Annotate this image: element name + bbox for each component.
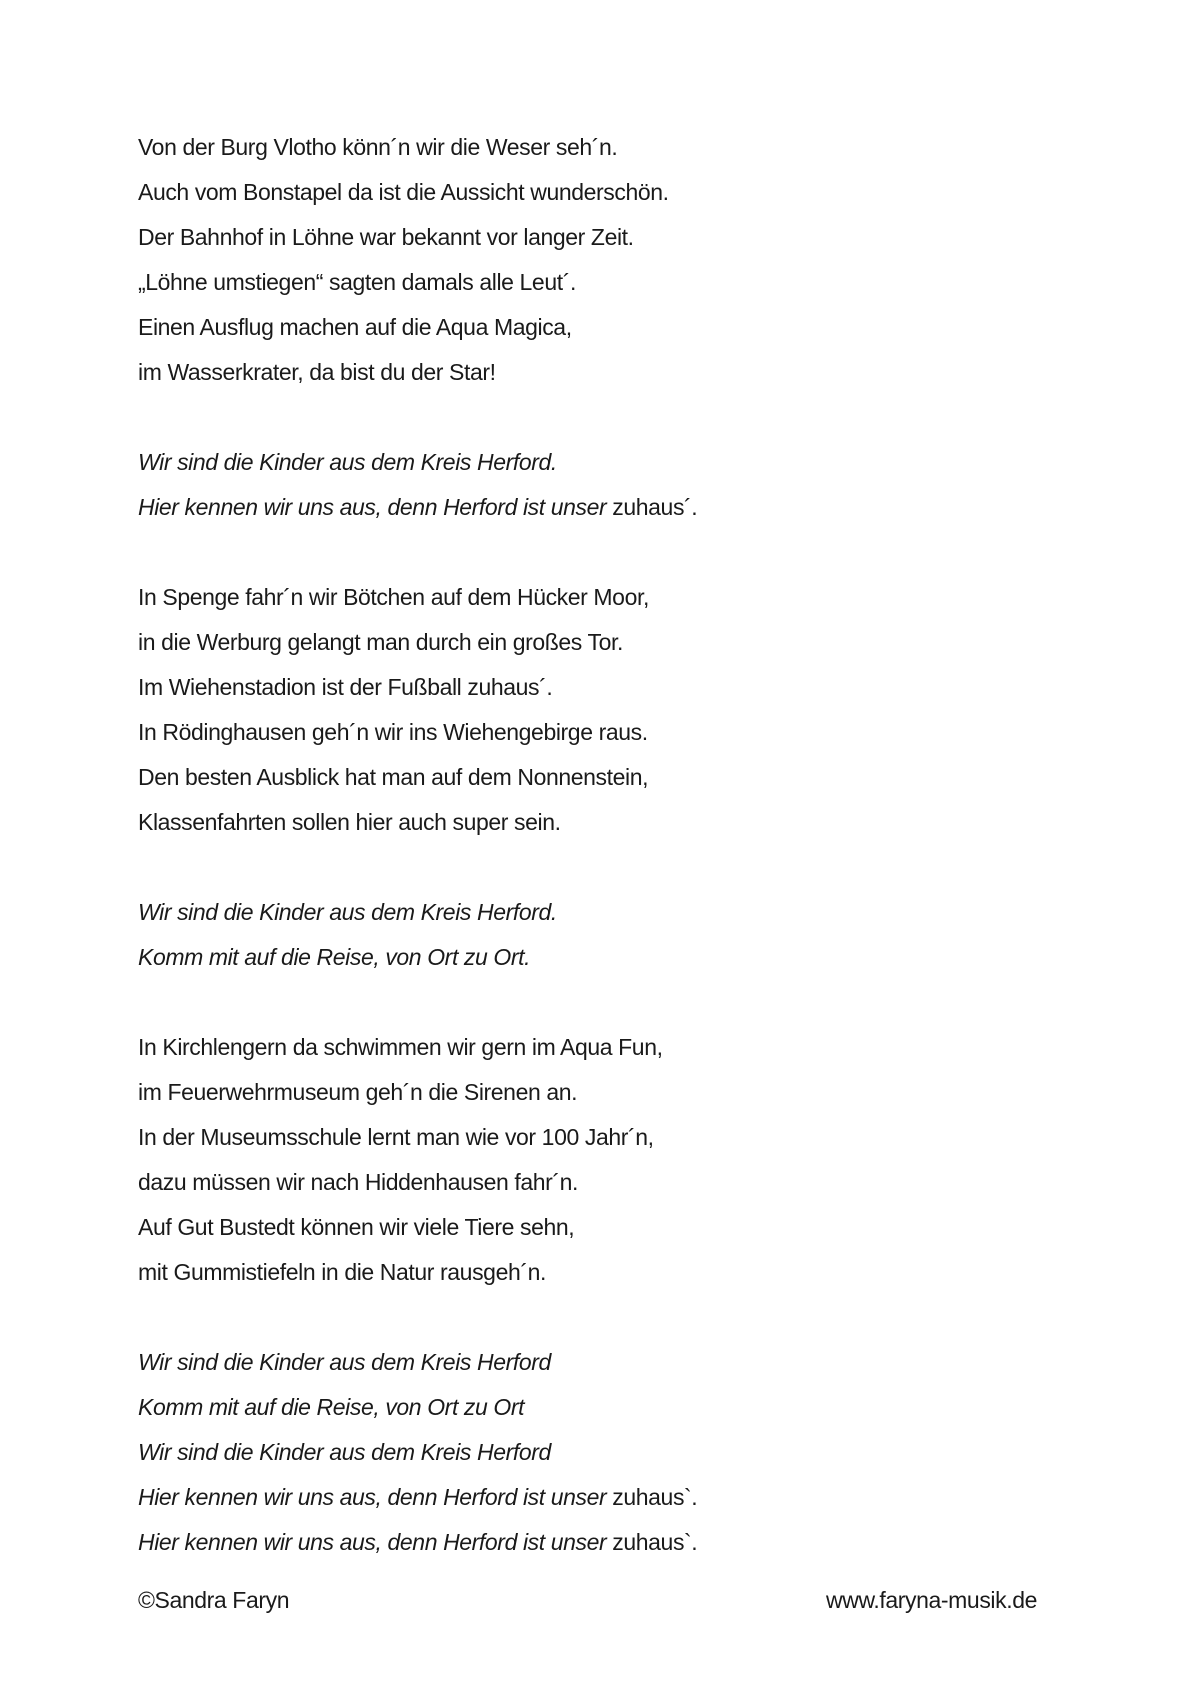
lyric-line <box>138 1205 1131 1250</box>
lyrics-body <box>138 125 1131 1565</box>
lyric-text: dazu müssen wir nach Hiddenhausen fahr´n. <box>138 1169 579 1195</box>
copyright-text: ©Sandra Faryn <box>138 1587 290 1613</box>
lyric-line <box>138 755 1131 800</box>
lyric-line <box>138 305 1131 350</box>
lyric-text: Klassenfahrten sollen hier auch super sein. <box>138 809 561 835</box>
lyric-text-italic: Wir sind die Kinder aus dem Kreis Herford. <box>138 449 557 475</box>
lyric-line <box>138 485 1131 530</box>
lyric-line <box>138 215 1131 260</box>
lyric-text: mit Gummistiefeln in die Natur rausgeh´n. <box>138 1259 546 1285</box>
lyric-text: Den besten Ausblick hat man auf dem Nonnenstein, <box>138 764 649 790</box>
page-footer <box>138 1578 1037 1623</box>
lyric-line <box>138 575 1131 620</box>
lyric-line <box>138 350 1131 395</box>
lyric-text-italic: Wir sind die Kinder aus dem Kreis Herford. <box>138 899 557 925</box>
lyric-text-italic: Hier kennen wir uns aus, denn Herford ist unser <box>138 1484 613 1510</box>
lyric-text: Im Wiehenstadion ist der Fußball zuhaus´. <box>138 674 553 700</box>
lyric-line <box>138 800 1131 845</box>
lyric-line <box>138 1340 1131 1385</box>
lyric-line <box>138 1025 1131 1070</box>
chorus-2 <box>138 890 1131 980</box>
website-link[interactable]: www.faryna-musik.de <box>826 1587 1037 1613</box>
lyric-text: Einen Ausflug machen auf die Aqua Magica, <box>138 314 572 340</box>
lyric-line <box>138 935 1131 980</box>
lyric-line <box>138 1070 1131 1115</box>
verse-1 <box>138 125 1131 395</box>
lyric-text-italic: Hier kennen wir uns aus, denn Herford ist unser <box>138 1529 613 1555</box>
lyric-line <box>138 1385 1131 1430</box>
lyric-line <box>138 125 1131 170</box>
lyric-text: Auf Gut Bustedt können wir viele Tiere sehn, <box>138 1214 575 1240</box>
lyric-line <box>138 1250 1131 1295</box>
lyric-text: zuhaus`. <box>612 1484 698 1510</box>
lyric-text: In der Museumsschule lernt man wie vor 100 Jahr´n, <box>138 1124 654 1150</box>
lyric-text: Auch vom Bonstapel da ist die Aussicht wunderschön. <box>138 179 669 205</box>
lyric-text-italic: Wir sind die Kinder aus dem Kreis Herford <box>138 1439 551 1465</box>
lyric-line <box>138 440 1131 485</box>
lyric-line <box>138 1160 1131 1205</box>
lyric-line <box>138 170 1131 215</box>
lyric-line <box>138 890 1131 935</box>
lyric-text: im Wasserkrater, da bist du der Star! <box>138 359 496 385</box>
lyric-line <box>138 1520 1131 1565</box>
lyric-text: zuhaus´. <box>612 494 698 520</box>
lyric-text: in die Werburg gelangt man durch ein großes Tor. <box>138 629 623 655</box>
lyric-line <box>138 1115 1131 1160</box>
lyric-text-italic: Hier kennen wir uns aus, denn Herford ist unser <box>138 494 613 520</box>
lyric-text: „Löhne umstiegen“ sagten damals alle Leut´. <box>138 269 576 295</box>
lyric-text: In Kirchlengern da schwimmen wir gern im Aqua Fun, <box>138 1034 663 1060</box>
lyric-text-italic: Komm mit auf die Reise, von Ort zu Ort. <box>138 944 531 970</box>
lyric-line <box>138 620 1131 665</box>
lyric-line <box>138 665 1131 710</box>
lyric-text-italic: Wir sind die Kinder aus dem Kreis Herford <box>138 1349 551 1375</box>
lyric-line <box>138 260 1131 305</box>
chorus-1 <box>138 440 1131 530</box>
lyric-line <box>138 1475 1131 1520</box>
chorus-final <box>138 1340 1131 1565</box>
lyric-text: Von der Burg Vlotho könn´n wir die Weser seh´n. <box>138 134 618 160</box>
lyric-text: In Rödinghausen geh´n wir ins Wiehengebirge raus. <box>138 719 648 745</box>
lyric-line <box>138 710 1131 755</box>
lyric-text: In Spenge fahr´n wir Bötchen auf dem Hücker Moor, <box>138 584 649 610</box>
verse-2 <box>138 575 1131 845</box>
lyric-text-italic: Komm mit auf die Reise, von Ort zu Ort <box>138 1394 525 1420</box>
lyric-line <box>138 1430 1131 1475</box>
verse-3 <box>138 1025 1131 1295</box>
lyric-text: im Feuerwehrmuseum geh´n die Sirenen an. <box>138 1079 578 1105</box>
lyric-text: zuhaus`. <box>612 1529 698 1555</box>
lyric-text: Der Bahnhof in Löhne war bekannt vor langer Zeit. <box>138 224 634 250</box>
